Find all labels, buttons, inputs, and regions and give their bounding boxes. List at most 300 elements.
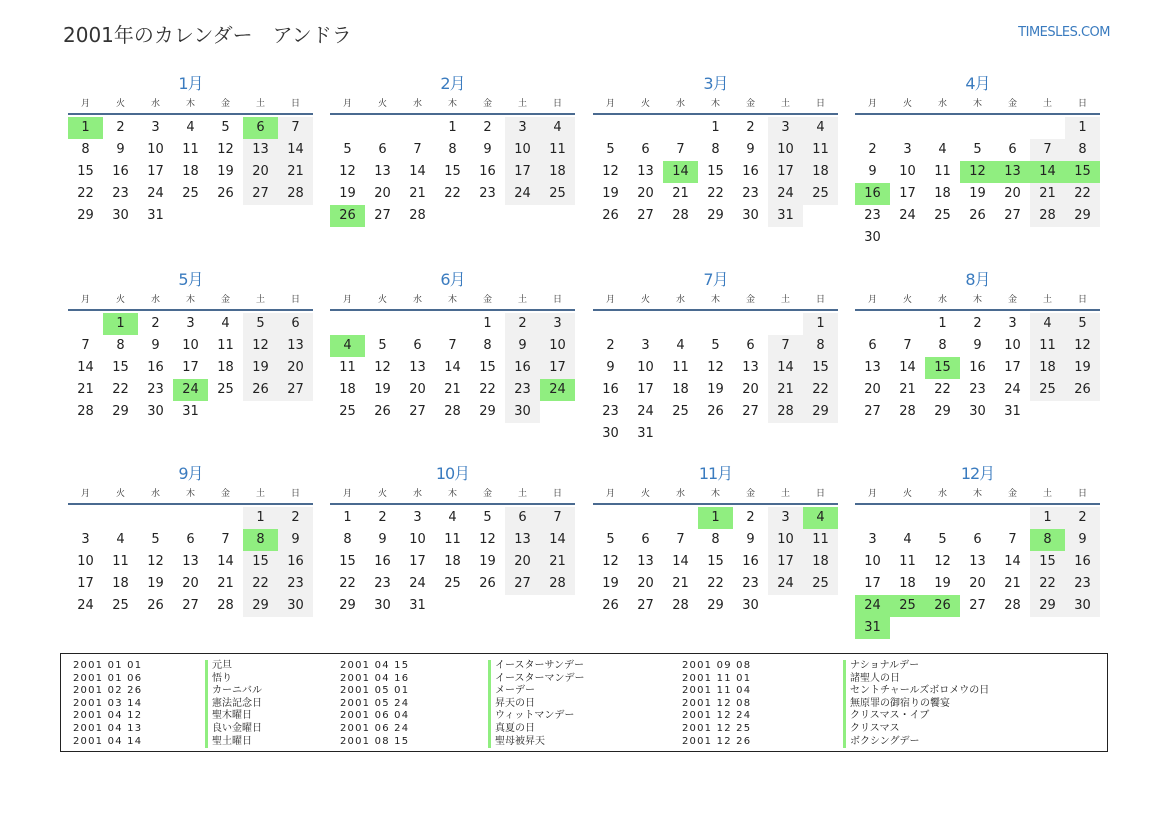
day-cell: 1 (1065, 117, 1100, 139)
day-cell: 18 (803, 551, 838, 573)
weekday-label: 月 (80, 99, 90, 109)
day-cell: 1 (448, 120, 457, 135)
weekday-label: 火 (640, 489, 650, 499)
weekday-label: 月 (80, 295, 90, 305)
day-empty (365, 117, 400, 139)
weekday-label: 日 (552, 99, 562, 109)
month-title: 4月 (965, 74, 990, 93)
day-cell: 3 (81, 532, 90, 547)
weekday-label: 日 (552, 295, 562, 305)
weekday-label: 水 (675, 489, 685, 499)
day-cell: 22 (1030, 573, 1065, 595)
day-cell: 20 (1004, 186, 1021, 201)
day-cell: 11 (182, 142, 199, 157)
day-cell: 12 (374, 360, 391, 375)
month-8 (855, 270, 1100, 423)
day-cell: 2 (378, 510, 387, 525)
day-cell: 28 (1004, 598, 1021, 613)
day-cell: 20 (409, 382, 426, 397)
day-cell: 7 (903, 338, 912, 353)
day-cell: 1 (803, 313, 838, 335)
day-cell: 9 (483, 142, 492, 157)
weekday-label: 火 (640, 99, 650, 109)
holiday-day-cell: 4 (803, 507, 838, 529)
weekday-label: 日 (1077, 489, 1087, 499)
day-cell: 12 (602, 164, 619, 179)
weekday-label: 土 (255, 489, 265, 499)
day-cell: 9 (151, 338, 160, 353)
day-cell: 14 (77, 360, 94, 375)
holiday-date: 2001 01 01 (73, 660, 143, 671)
weekday-label: 木 (185, 295, 195, 305)
day-cell: 28 (768, 401, 803, 423)
month-7 (593, 270, 838, 445)
day-cell: 31 (768, 205, 803, 227)
day-cell: 9 (116, 142, 125, 157)
holiday-name: 諸聖人の日 (843, 673, 989, 686)
holiday-date: 2001 04 12 (73, 710, 143, 722)
holiday-date: 2001 12 24 (682, 710, 752, 722)
day-cell: 1 (483, 316, 492, 331)
day-cell: 14 (278, 139, 313, 161)
day-empty (663, 117, 698, 139)
day-cell: 22 (934, 382, 951, 397)
day-cell: 29 (112, 404, 129, 419)
day-cell: 11 (540, 139, 575, 161)
day-cell: 27 (243, 183, 278, 205)
day-cell: 14 (540, 529, 575, 551)
day-cell: 4 (221, 316, 230, 331)
month-12 (855, 464, 1100, 639)
day-cell: 7 (676, 532, 685, 547)
holiday-name: ボクシングデー (843, 736, 989, 749)
holiday-date: 2001 11 01 (682, 672, 752, 684)
weekday-header (855, 487, 1100, 505)
day-cell: 10 (540, 335, 575, 357)
day-cell: 21 (1004, 576, 1021, 591)
day-cell: 2 (973, 316, 982, 331)
day-cell: 10 (637, 360, 654, 375)
holiday-name: クリスマス (843, 723, 989, 736)
holiday-name: セントチャールズボロメウの日 (843, 685, 989, 698)
holiday-name: 悟り (205, 673, 262, 686)
day-cell: 17 (409, 554, 426, 569)
day-cell: 20 (742, 382, 759, 397)
day-cell: 25 (803, 573, 838, 595)
weekday-header (330, 293, 575, 311)
weekday-label: 火 (377, 295, 387, 305)
month-9 (68, 464, 313, 617)
holiday-name: 真夏の日 (488, 723, 585, 736)
day-cell: 25 (444, 576, 461, 591)
day-empty (855, 117, 890, 139)
holiday-name: クリスマス・イブ (843, 710, 989, 723)
day-cell: 31 (1004, 404, 1021, 419)
day-cell: 13 (864, 360, 881, 375)
day-cell: 11 (1030, 335, 1065, 357)
day-cell: 2 (116, 120, 125, 135)
weekday-label: 金 (745, 99, 755, 109)
holiday-name: イースターサンデー (488, 660, 585, 673)
day-cell: 6 (1008, 142, 1017, 157)
weekday-label: 木 (185, 489, 195, 499)
day-cell: 17 (1004, 360, 1021, 375)
day-cell: 4 (448, 510, 457, 525)
day-cell: 30 (969, 404, 986, 419)
month-title: 1月 (178, 74, 203, 93)
weekday-label: 木 (710, 99, 720, 109)
day-cell: 27 (969, 598, 986, 613)
holiday-name-column (488, 660, 585, 748)
holiday-date: 2001 06 24 (340, 722, 410, 734)
day-cell: 5 (221, 120, 230, 135)
day-empty (960, 507, 995, 529)
day-cell: 17 (182, 360, 199, 375)
day-cell: 12 (479, 532, 496, 547)
day-cell: 21 (278, 161, 313, 183)
holiday-date: 2001 02 26 (73, 685, 143, 697)
day-cell: 18 (182, 164, 199, 179)
day-cell: 9 (1065, 529, 1100, 551)
day-empty (628, 507, 663, 529)
day-cell: 4 (186, 120, 195, 135)
weekday-header (330, 487, 575, 505)
weekday-label: 火 (115, 295, 125, 305)
day-cell: 12 (934, 554, 951, 569)
holiday-date: 2001 12 08 (682, 697, 752, 709)
day-cell: 2 (278, 507, 313, 529)
day-cell: 11 (444, 532, 461, 547)
month-title: 9月 (178, 464, 203, 483)
day-cell: 13 (742, 360, 759, 375)
day-cell: 27 (182, 598, 199, 613)
day-cell: 15 (707, 164, 724, 179)
month-title: 8月 (965, 270, 990, 289)
day-grid (593, 313, 838, 445)
day-cell: 20 (374, 186, 391, 201)
day-empty (890, 507, 925, 529)
day-cell: 15 (444, 164, 461, 179)
day-cell: 3 (505, 117, 540, 139)
day-cell: 15 (479, 360, 496, 375)
weekday-label: 月 (867, 295, 877, 305)
day-cell: 23 (112, 186, 129, 201)
weekday-label: 土 (1042, 99, 1052, 109)
day-cell: 25 (803, 183, 838, 205)
weekday-label: 日 (552, 489, 562, 499)
day-cell: 28 (77, 404, 94, 419)
day-cell: 19 (243, 357, 278, 379)
day-cell: 7 (448, 338, 457, 353)
weekday-label: 土 (517, 99, 527, 109)
weekday-label: 月 (867, 489, 877, 499)
weekday-label: 木 (972, 99, 982, 109)
day-cell: 17 (768, 551, 803, 573)
month-5 (68, 270, 313, 423)
day-cell: 14 (444, 360, 461, 375)
holiday-name: カーニバル (205, 685, 262, 698)
day-grid (855, 313, 1100, 423)
day-cell: 25 (339, 404, 356, 419)
day-cell: 15 (803, 357, 838, 379)
day-cell: 1 (343, 510, 352, 525)
day-cell: 6 (868, 338, 877, 353)
day-cell: 7 (540, 507, 575, 529)
day-empty (138, 507, 173, 529)
weekday-label: 土 (517, 295, 527, 305)
day-cell: 10 (768, 529, 803, 551)
day-cell: 19 (707, 382, 724, 397)
month-1 (68, 74, 313, 227)
day-cell: 28 (672, 208, 689, 223)
day-cell: 31 (409, 598, 426, 613)
day-cell: 6 (505, 507, 540, 529)
day-cell: 15 (1030, 551, 1065, 573)
weekday-label: 日 (815, 489, 825, 499)
weekday-label: 火 (640, 295, 650, 305)
day-cell: 5 (1065, 313, 1100, 335)
day-cell: 26 (374, 404, 391, 419)
month-title: 7月 (703, 270, 728, 289)
month-3 (593, 74, 838, 227)
day-cell: 22 (339, 576, 356, 591)
day-cell: 3 (903, 142, 912, 157)
holiday-day-cell: 1 (103, 313, 138, 335)
day-grid (855, 117, 1100, 249)
day-empty (593, 507, 628, 529)
month-6 (330, 270, 575, 423)
weekday-label: 金 (482, 295, 492, 305)
day-cell: 11 (672, 360, 689, 375)
day-cell: 14 (672, 554, 689, 569)
weekday-label: 木 (185, 99, 195, 109)
day-cell: 7 (768, 335, 803, 357)
day-cell: 30 (602, 426, 619, 441)
day-cell: 19 (339, 186, 356, 201)
day-cell: 21 (899, 382, 916, 397)
day-cell: 29 (339, 598, 356, 613)
day-cell: 16 (479, 164, 496, 179)
day-cell: 9 (746, 142, 755, 157)
holiday-day-cell: 14 (1030, 161, 1065, 183)
weekday-label: 月 (605, 489, 615, 499)
month-title: 6月 (440, 270, 465, 289)
weekday-label: 水 (937, 489, 947, 499)
day-grid (68, 507, 313, 617)
weekday-label: 木 (972, 295, 982, 305)
day-grid (593, 117, 838, 227)
site-link[interactable]: TIMESLES.COM (1018, 25, 1110, 40)
holiday-date: 2001 08 15 (340, 735, 410, 747)
weekday-label: 木 (447, 295, 457, 305)
day-cell: 29 (803, 401, 838, 423)
weekday-label: 月 (342, 99, 352, 109)
day-cell: 17 (505, 161, 540, 183)
day-cell: 24 (768, 573, 803, 595)
day-cell: 26 (147, 598, 164, 613)
day-cell: 4 (676, 338, 685, 353)
day-cell: 5 (973, 142, 982, 157)
day-cell: 21 (217, 576, 234, 591)
day-cell: 29 (243, 595, 278, 617)
day-cell: 31 (637, 426, 654, 441)
day-cell: 20 (243, 161, 278, 183)
day-cell: 24 (77, 598, 94, 613)
day-cell: 14 (217, 554, 234, 569)
weekday-label: 水 (150, 99, 160, 109)
day-cell: 29 (1030, 595, 1065, 617)
weekday-label: 木 (447, 489, 457, 499)
day-cell: 8 (711, 142, 720, 157)
day-cell: 29 (707, 598, 724, 613)
weekday-label: 土 (1042, 489, 1052, 499)
day-cell: 1 (938, 316, 947, 331)
day-empty (925, 507, 960, 529)
day-cell: 30 (742, 208, 759, 223)
weekday-label: 火 (377, 489, 387, 499)
day-cell: 10 (147, 142, 164, 157)
day-cell: 16 (112, 164, 129, 179)
day-empty (593, 313, 628, 335)
weekday-label: 日 (290, 99, 300, 109)
day-cell: 16 (505, 357, 540, 379)
day-cell: 3 (151, 120, 160, 135)
day-cell: 21 (672, 576, 689, 591)
day-cell: 24 (899, 208, 916, 223)
day-cell: 18 (803, 161, 838, 183)
day-cell: 20 (278, 357, 313, 379)
month-title: 11月 (698, 464, 733, 483)
holiday-name-column (843, 660, 989, 748)
day-cell: 22 (479, 382, 496, 397)
day-cell: 12 (1065, 335, 1100, 357)
weekday-label: 金 (745, 489, 755, 499)
day-cell: 7 (221, 532, 230, 547)
day-cell: 8 (81, 142, 90, 157)
month-title: 2月 (440, 74, 465, 93)
day-cell: 24 (1004, 382, 1021, 397)
day-cell: 23 (742, 186, 759, 201)
day-empty (435, 313, 470, 335)
day-cell: 20 (505, 551, 540, 573)
day-cell: 18 (934, 186, 951, 201)
day-cell: 10 (1004, 338, 1021, 353)
day-cell: 22 (1065, 183, 1100, 205)
day-empty (698, 313, 733, 335)
day-empty (663, 507, 698, 529)
day-cell: 28 (1030, 205, 1065, 227)
day-cell: 16 (742, 554, 759, 569)
weekday-label: 土 (780, 489, 790, 499)
day-cell: 13 (409, 360, 426, 375)
weekday-label: 金 (1007, 99, 1017, 109)
holiday-day-cell: 6 (243, 117, 278, 139)
day-cell: 19 (602, 576, 619, 591)
weekday-label: 水 (937, 99, 947, 109)
day-cell: 30 (112, 208, 129, 223)
weekday-label: 月 (605, 99, 615, 109)
day-cell: 21 (77, 382, 94, 397)
day-empty (593, 117, 628, 139)
month-4 (855, 74, 1100, 249)
weekday-header (593, 293, 838, 311)
holiday-name: ウィットマンデー (488, 710, 585, 723)
day-cell: 17 (147, 164, 164, 179)
day-cell: 4 (540, 117, 575, 139)
holiday-date-column (682, 660, 751, 748)
holiday-day-cell: 31 (855, 617, 890, 639)
weekday-label: 月 (605, 295, 615, 305)
day-cell: 30 (742, 598, 759, 613)
weekday-label: 月 (867, 99, 877, 109)
day-cell: 15 (707, 554, 724, 569)
holiday-date: 2001 12 25 (682, 722, 752, 734)
day-cell: 5 (151, 532, 160, 547)
day-cell: 6 (413, 338, 422, 353)
day-cell: 6 (278, 313, 313, 335)
day-grid (68, 117, 313, 227)
weekday-label: 水 (937, 295, 947, 305)
day-cell: 19 (969, 186, 986, 201)
day-cell: 9 (868, 164, 877, 179)
day-cell: 16 (602, 382, 619, 397)
day-cell: 12 (217, 142, 234, 157)
day-cell: 11 (803, 139, 838, 161)
day-cell: 10 (899, 164, 916, 179)
day-empty (68, 313, 103, 335)
day-cell: 26 (217, 186, 234, 201)
weekday-label: 火 (902, 489, 912, 499)
day-cell: 27 (1004, 208, 1021, 223)
day-cell: 23 (479, 186, 496, 201)
weekday-label: 木 (710, 489, 720, 499)
day-cell: 29 (479, 404, 496, 419)
day-cell: 16 (147, 360, 164, 375)
day-cell: 30 (147, 404, 164, 419)
day-cell: 4 (116, 532, 125, 547)
day-cell: 17 (77, 576, 94, 591)
day-cell: 12 (707, 360, 724, 375)
day-cell: 3 (186, 316, 195, 331)
holiday-name: 元旦 (205, 660, 262, 673)
weekday-label: 火 (902, 99, 912, 109)
day-cell: 10 (182, 338, 199, 353)
day-cell: 2 (151, 316, 160, 331)
day-cell: 18 (1030, 357, 1065, 379)
weekday-label: 金 (482, 99, 492, 109)
day-cell: 26 (602, 598, 619, 613)
day-cell: 7 (1008, 532, 1017, 547)
holiday-date: 2001 09 08 (682, 660, 752, 671)
day-cell: 12 (339, 164, 356, 179)
weekday-label: 水 (412, 99, 422, 109)
day-empty (995, 117, 1030, 139)
day-empty (768, 313, 803, 335)
day-cell: 26 (1065, 379, 1100, 401)
day-grid (855, 507, 1100, 639)
day-cell: 16 (374, 554, 391, 569)
day-cell: 13 (278, 335, 313, 357)
weekday-label: 土 (517, 489, 527, 499)
day-cell: 8 (448, 142, 457, 157)
weekday-header (68, 97, 313, 115)
day-cell: 19 (217, 164, 234, 179)
day-cell: 11 (934, 164, 951, 179)
day-cell: 24 (768, 183, 803, 205)
weekday-label: 火 (377, 99, 387, 109)
day-empty (330, 313, 365, 335)
day-cell: 13 (637, 554, 654, 569)
